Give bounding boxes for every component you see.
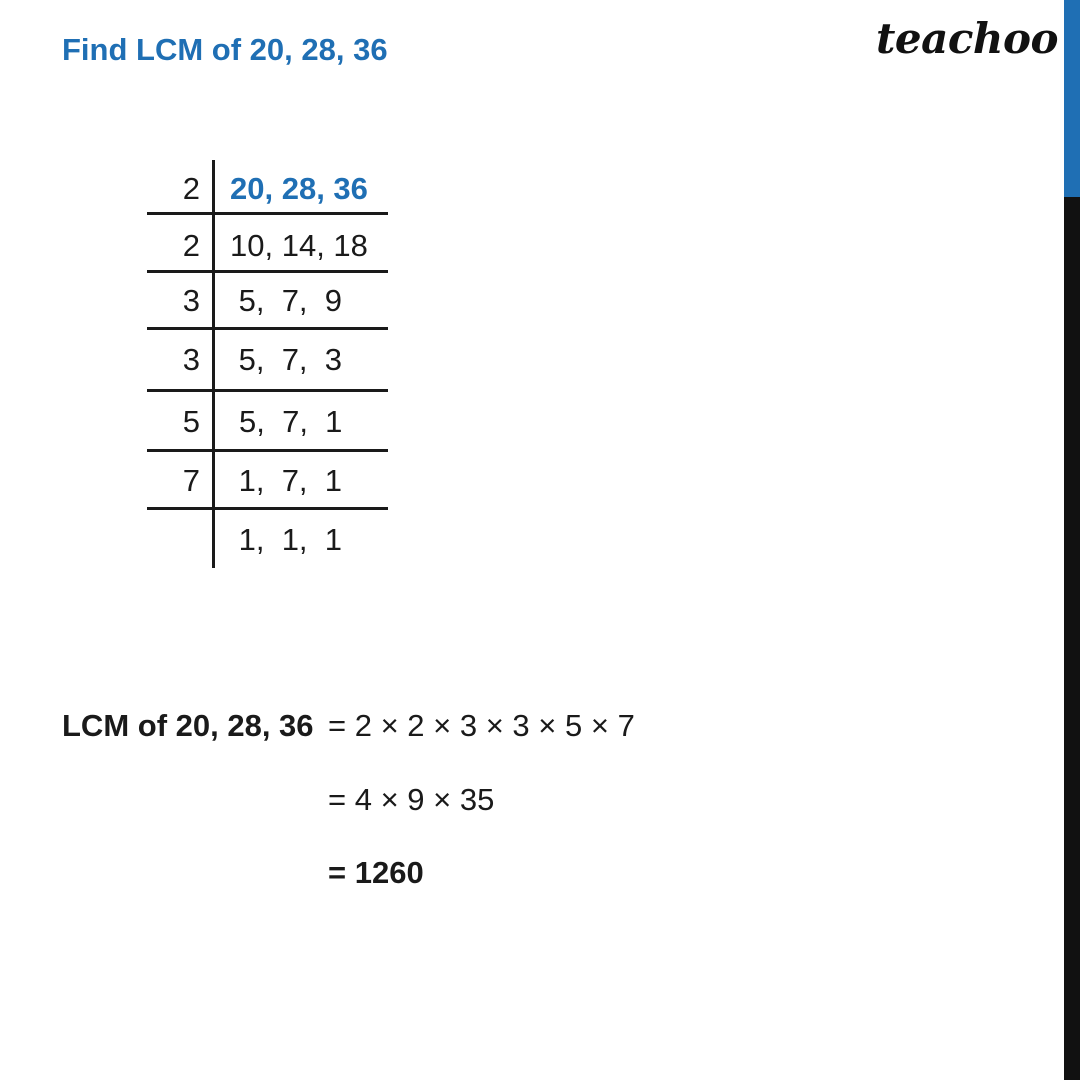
brand-logo: teachoo (876, 14, 1058, 63)
ladder-divisor: 7 (182, 463, 200, 498)
ladder-divisor: 3 (182, 283, 200, 318)
ladder-divider-line (147, 212, 388, 215)
ladder-divider-line (147, 389, 388, 392)
ladder-divisor: 3 (182, 342, 200, 377)
ladder-dividend: 20, 28, 36 (230, 171, 368, 206)
ladder-dividend: 5, 7, 3 (230, 342, 343, 377)
ladder-divider-line (147, 327, 388, 330)
ladder-dividend: 1, 1, 1 (230, 522, 343, 557)
lcm-step: = 2 × 2 × 3 × 3 × 5 × 7 (328, 708, 635, 743)
ladder-dividend: 5, 7, 1 (239, 404, 343, 439)
ladder-dividend: 5, 7, 9 (230, 283, 343, 318)
ladder-divisor: 2 (182, 171, 200, 206)
ladder-divisor: 5 (182, 404, 200, 439)
ladder-divider-line (147, 270, 388, 273)
lcm-answer: = 1260 (328, 855, 424, 890)
ladder-divisor: 2 (182, 228, 200, 263)
ladder-divider-line (147, 507, 388, 510)
ladder-divider-line (147, 449, 388, 452)
lcm-label: LCM of 20, 28, 36 (62, 708, 314, 743)
ladder-dividend: 1, 7, 1 (230, 463, 343, 498)
lcm-step: = 4 × 9 × 35 (328, 782, 495, 817)
page-title: Find LCM of 20, 28, 36 (62, 32, 388, 67)
ladder-dividend: 10, 14, 18 (230, 228, 368, 263)
